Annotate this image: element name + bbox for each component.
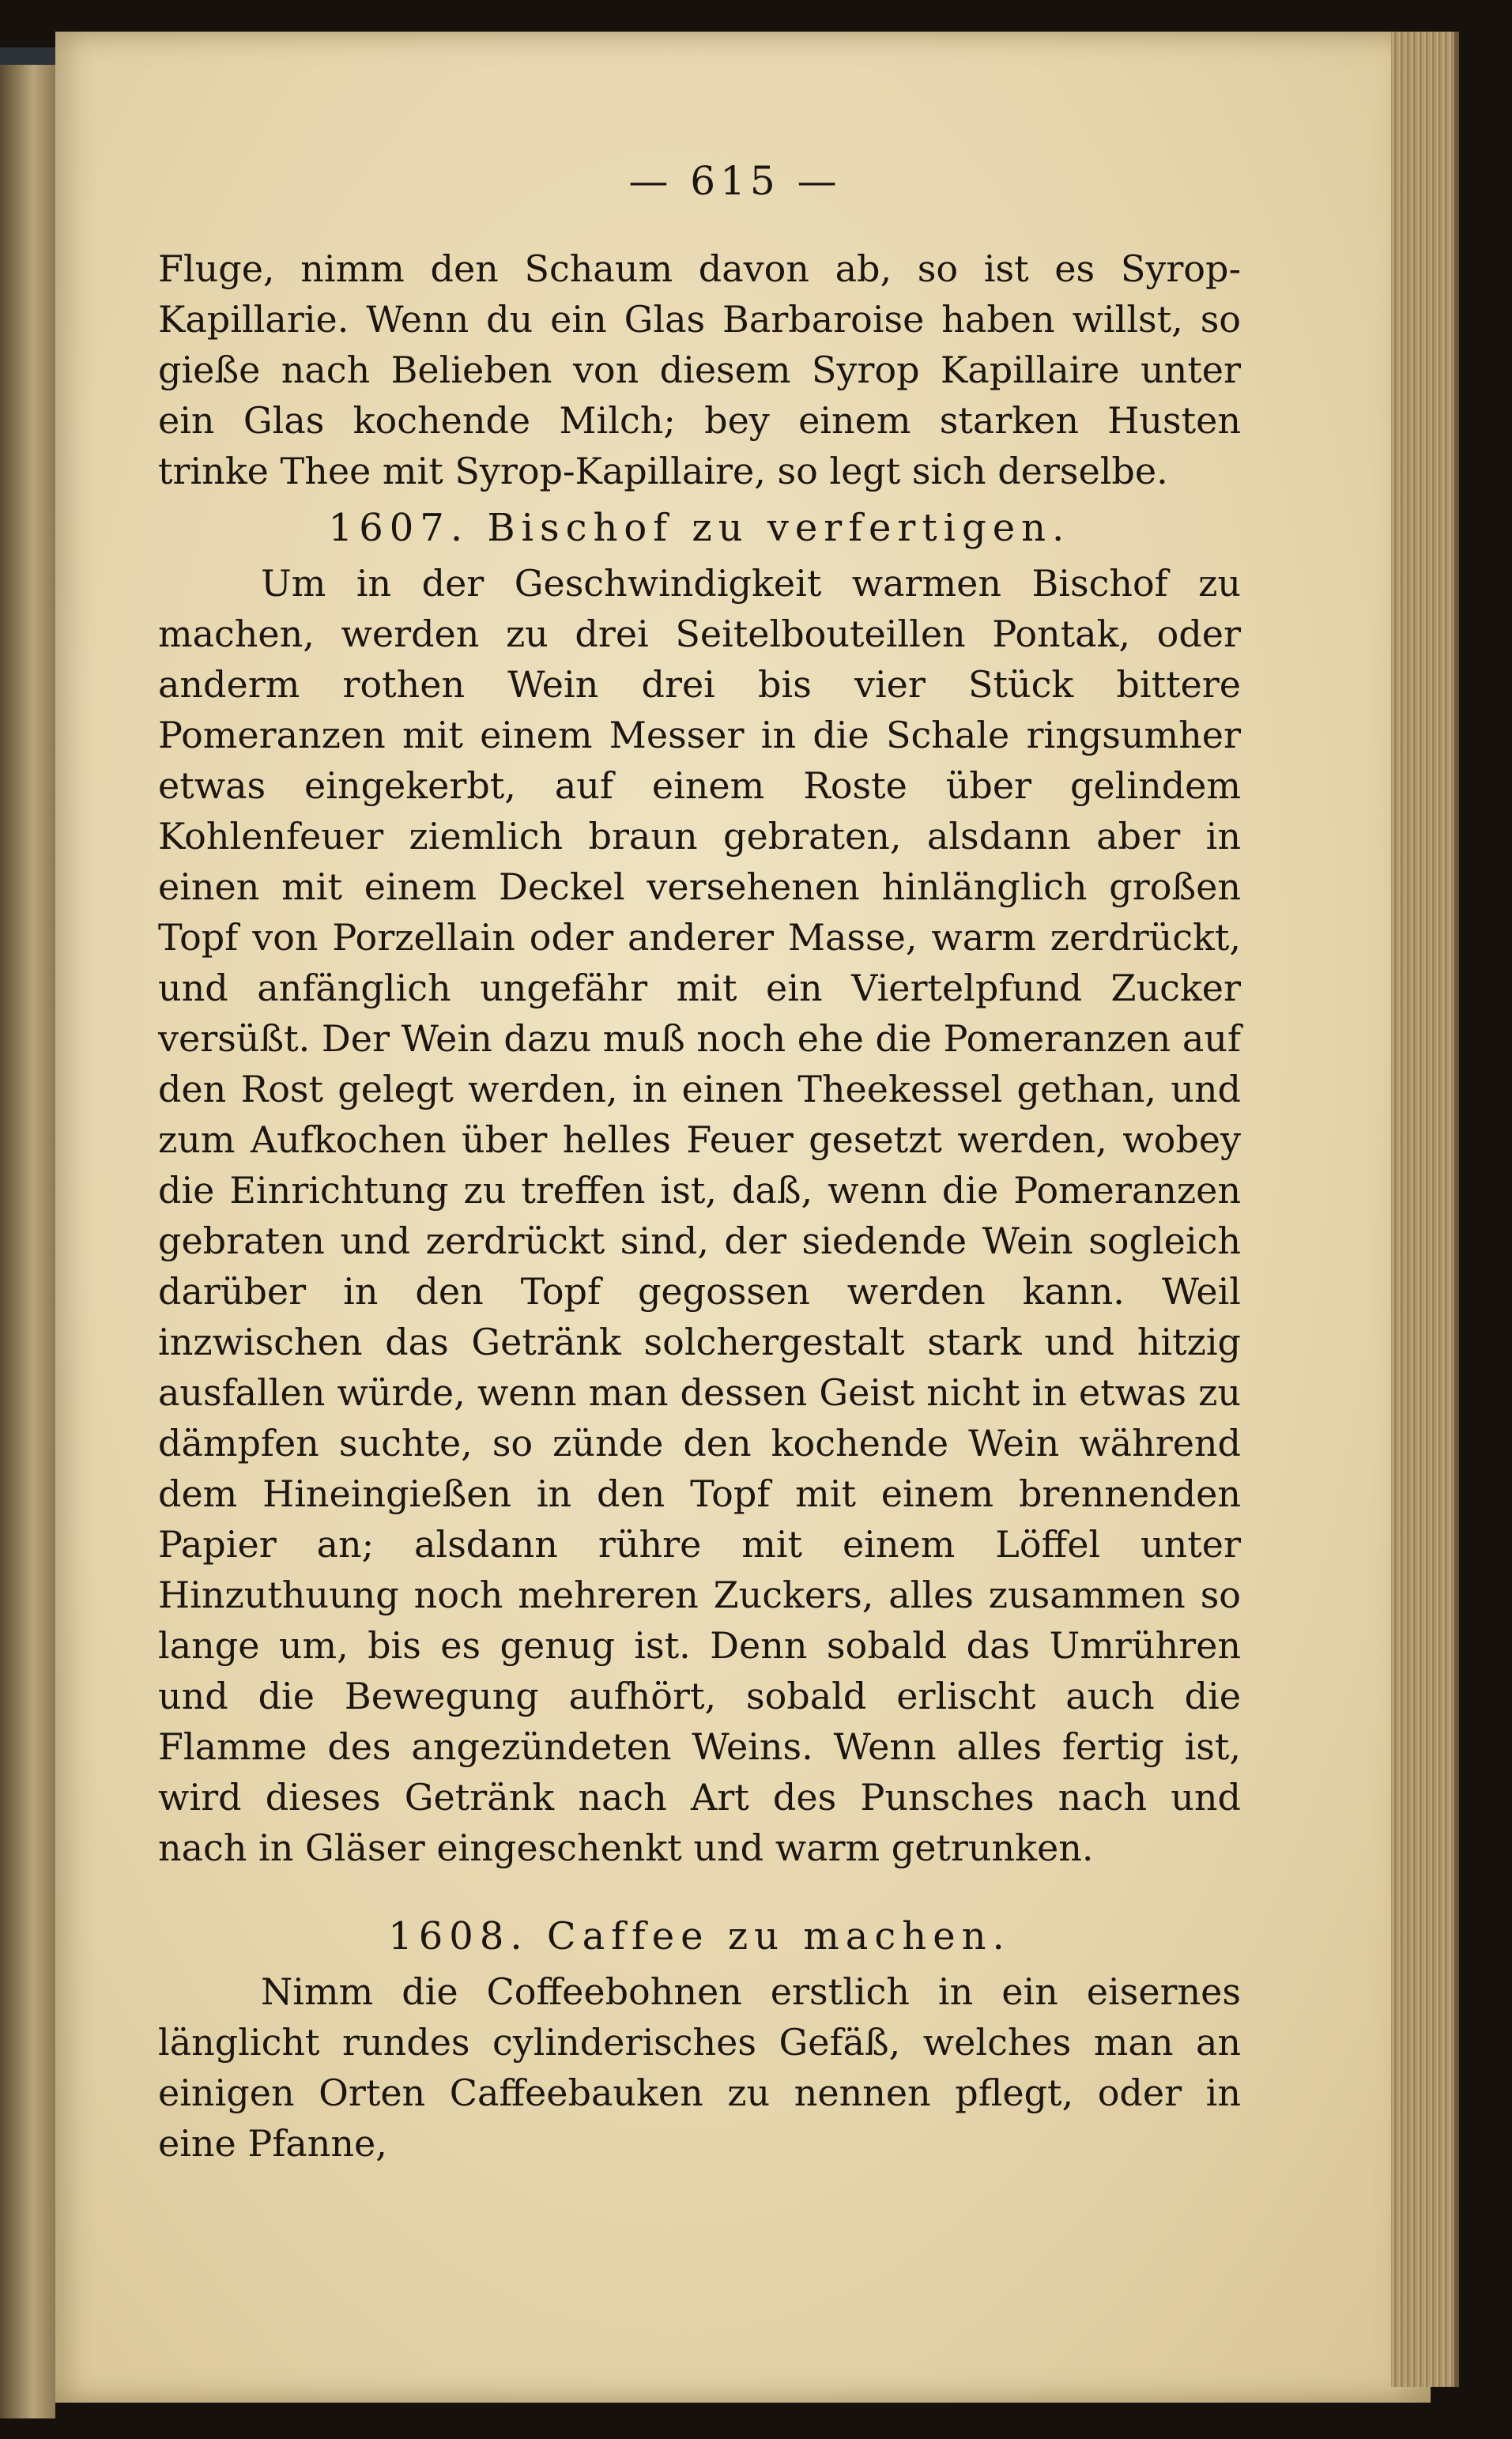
continuation-paragraph: Fluge, nimm den Schaum davon ab, so ist es Syrop-Kapillarie. Wenn du ein Glas Barbaroise haben willst, so gieße nach Belieben von diesem Syrop Kapillaire unter ein Glas kochende Milch; bey einem starken Husten trinke Thee mit Syrop-Kapillaire, so legt sich derselbe. — [158, 247, 1241, 492]
recipe-heading-1608: 1608. Caffee zu machen. — [388, 1914, 1011, 1958]
page-number: — 615 — — [628, 158, 842, 204]
recipe-text-1607: Um in der Geschwindigkeit warmen Bischof zu machen, werden zu drei Seitelbouteillen Pontak, oder anderm rothen Wein drei bis vier Stück bittere Pomeranzen mit einem Messer in die Schale ringsumher etwas eingekerbt, auf einem Roste über gelindem Kohlenfeuer ziemlich braun gebraten, alsdann aber in einen mit einem Deckel versehenen hinlänglich großen Topf von Porzellain oder anderer Masse, warm zerdrückt, und anfänglich ungefähr mit ein Viertelpfund Zucker versüßt. Der Wein dazu muß noch ehe die Pomeranzen auf den Rost gelegt werden, in einen Theekessel gethan, und zum Aufkochen über helles Feuer gesetzt werden, wobey die Einrichtung zu treffen ist, daß, wenn die Pomeranzen gebraten und zerdrückt sind, der siedende Wein sogleich darüber in den Topf gegossen werden kann. Weil inzwischen das Getränk solchergestalt stark und hitzig ausfallen würde, wenn man dessen Geist nicht in etwas zu dämpfen suchte, so zünde den kochende Wein während dem Hineingießen in den Topf mit einem brennenden Papier an; alsdann rühre mit einem Löffel unter Hinzuthuung noch mehreren Zuckers, alles zusammen so lange um, bis es genug ist. Denn sobald das Umrühren und die Bewegung aufhört, sobald erlischt auch die Flamme des angezündeten Weins. Wenn alles fertig ist, wird dieses Getränk nach Art des Punsches nach und nach in Gläser eingeschenkt und warm getrunken. — [158, 562, 1241, 1869]
page-block-edge — [1391, 32, 1459, 2387]
facing-page-edge — [0, 47, 55, 2418]
page-content — [158, 158, 1241, 2169]
recipe-heading-1607: 1607. Bischof zu verfertigen. — [328, 506, 1071, 550]
recipe-text-1608: Nimm die Coffeebohnen erstlich in ein eisernes länglicht rundes cylinderisches Gefäß, welches man an einigen Orten Caffeebauken zu nennen pflegt, oder in eine Pfanne, — [158, 1970, 1241, 2165]
